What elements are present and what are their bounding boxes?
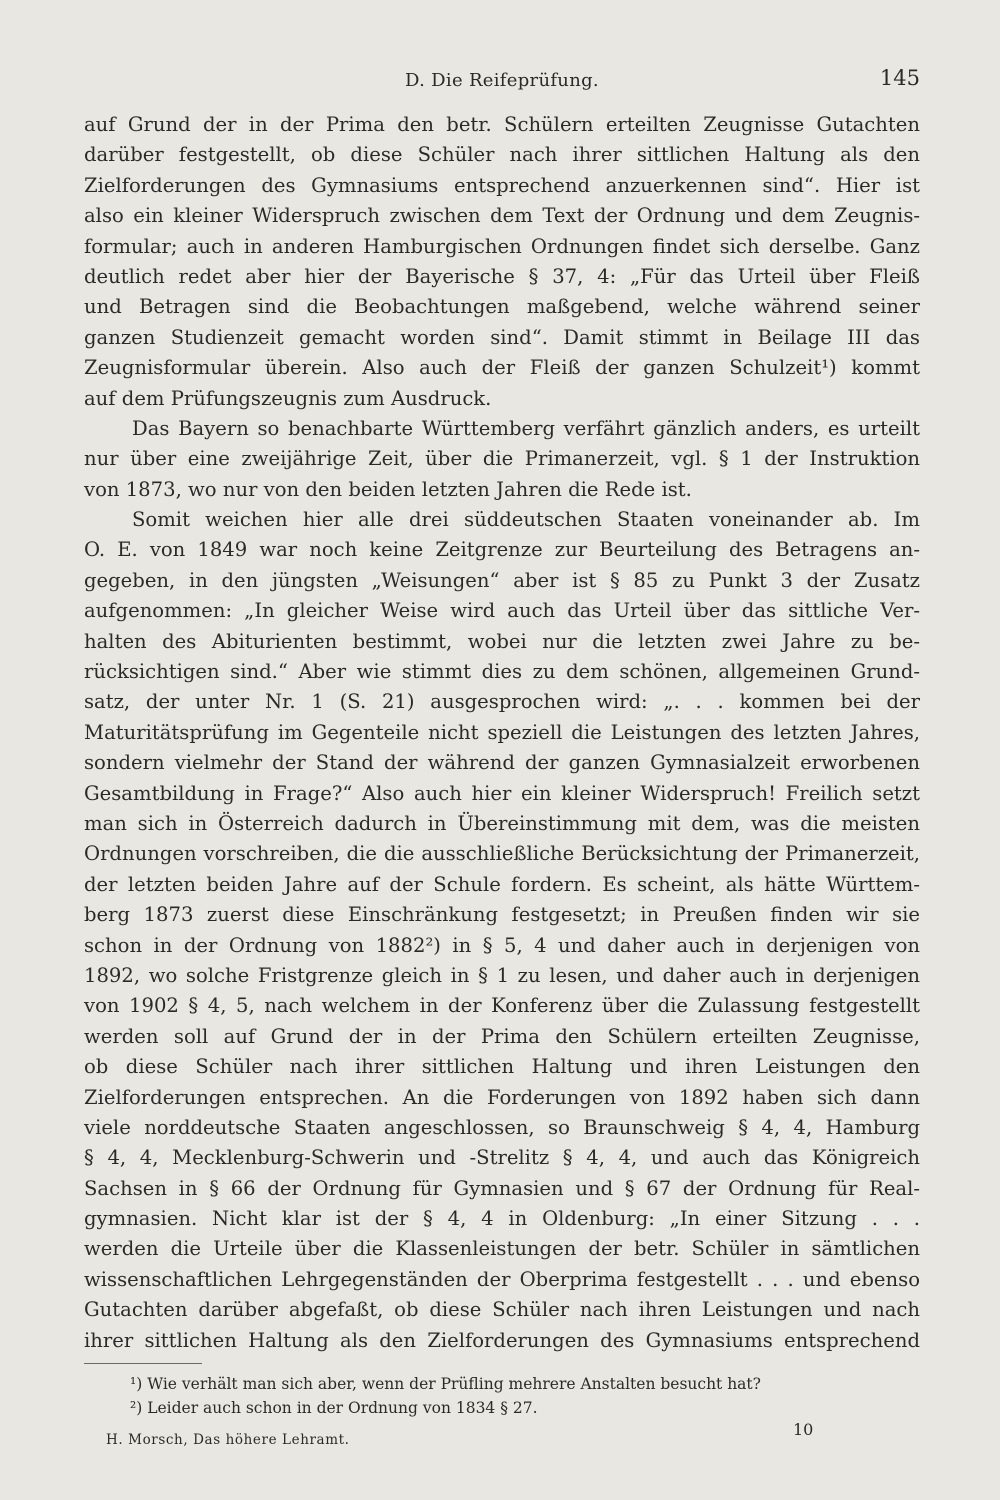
text-line: satz, der unter Nr. 1 (S. 21) ausgesprochen wird: „. . . kommen bei der (84, 690, 920, 714)
text-line: auf Grund der in der Prima den betr. Schülern erteilten Zeugnisse Gutachten (84, 113, 920, 136)
text-line: wissenschaftlichen Lehrgegenständen der Oberprima festgestellt . . . und ebenso (84, 1267, 920, 1291)
body-text (84, 110, 920, 1356)
footnote-rule (84, 1363, 202, 1364)
text-line: Zielforderungen entsprechen. An die Forderungen von 1892 haben sich dann (84, 1085, 920, 1109)
text-line: Sachsen in § 66 der Ordnung für Gymnasien und § 67 der Ordnung für Real- (84, 1176, 920, 1200)
text-line: werden soll auf Grund der in der Prima den Schülern erteilten Zeugnisse, (84, 1024, 920, 1048)
text-line: sondern vielmehr der Stand der während der ganzen Gymnasialzeit erworbenen (84, 751, 920, 775)
text-line: gegeben, in den jüngsten „Weisungen“ aber ist § 85 zu Punkt 3 der Zusatz (84, 568, 920, 592)
text-line: Zeugnisformular überein. Also auch der Fleiß der ganzen Schulzeit¹) kommt (84, 356, 920, 380)
text-line: darüber festgestellt, ob diese Schüler nach ihrer sittlichen Haltung als den (84, 143, 920, 167)
text-line: und Betragen sind die Beobachtungen maßgebend, welche während seiner (84, 295, 920, 319)
text-line: gymnasien. Nicht klar ist der § 4, 4 in Oldenburg: „In einer Sitzung . . . (84, 1207, 920, 1231)
text-line: Zielforderungen des Gymnasiums entsprechend anzuerkennen sind“. Hier ist (84, 173, 920, 197)
text-line: Somit weichen hier alle drei süddeutschen Staaten voneinander ab. Im (132, 508, 920, 532)
running-head-title: D. Die Reifeprüfung. (405, 70, 599, 91)
text-line: von 1873, wo nur von den beiden letzten Jahren die Rede ist. (84, 477, 692, 501)
footnotes (130, 1372, 910, 1420)
text-line: also ein kleiner Widerspruch zwischen dem Text der Ordnung und dem Zeugnis- (84, 204, 920, 228)
footnote-2: ²) Leider auch schon in der Ordnung von 1834 § 27. (130, 1399, 538, 1417)
text-line: ihrer sittlichen Haltung als den Zielforderungen des Gymnasiums entsprechend (84, 1328, 920, 1352)
text-line: von 1902 § 4, 5, nach welchem in der Konferenz über die Zulassung festgestellt (84, 994, 920, 1018)
text-line: der letzten beiden Jahre auf der Schule fordern. Es scheint, als hätte Württem- (84, 872, 920, 896)
text-line: O. E. von 1849 war noch keine Zeitgrenze zur Beurteilung des Betragens an- (84, 538, 920, 562)
text-line: ganzen Studienzeit gemacht worden sind“. Damit stimmt in Beilage III das (84, 325, 920, 349)
text-line: ob diese Schüler nach ihrer sittlichen Haltung und ihren Leistungen den (84, 1055, 920, 1079)
text-line: Ordnungen vorschreiben, die die ausschließliche Berücksichtung der Primanerzeit, (84, 842, 920, 866)
text-line: viele norddeutsche Staaten angeschlossen, so Braunschweig § 4, 4, Hamburg (84, 1115, 920, 1139)
footnote-1: ¹) Wie verhält man sich aber, wenn der Prüfling mehrere Anstalten besucht hat? (130, 1375, 761, 1393)
text-line: formular; auch in anderen Hamburgischen Ordnungen findet sich derselbe. Ganz (84, 234, 920, 258)
text-line: Gesamtbildung in Frage?“ Also auch hier ein kleiner Widerspruch! Freilich setzt (84, 781, 920, 805)
text-line: deutlich redet aber hier der Bayerische § 37, 4: „Für das Urteil über Fleiß (84, 264, 920, 288)
text-line: halten des Abiturienten bestimmt, wobei nur die letzten zwei Jahre zu be- (84, 629, 920, 653)
text-line: § 4, 4, Mecklenburg-Schwerin und -Strelitz § 4, 4, und auch das Königreich (84, 1146, 920, 1170)
text-line: werden die Urteile über die Klassenleistungen der betr. Schüler in sämtlichen (84, 1237, 920, 1261)
text-line: schon in der Ordnung von 1882²) in § 5, 4 und daher auch in derjenigen von (84, 933, 920, 957)
text-line: man sich in Österreich dadurch in Übereinstimmung mit dem, was die meisten (84, 811, 920, 835)
text-line: Das Bayern so benachbarte Württemberg verfährt gänzlich anders, es urteilt (132, 416, 920, 440)
text-line: nur über eine zweijährige Zeit, über die Primanerzeit, vgl. § 1 der Instruktion (84, 447, 920, 471)
text-line: rücksichtigen sind.“ Aber wie stimmt dies zu dem schönen, allgemeinen Grund- (84, 660, 920, 684)
sheet-number: 10 (793, 1420, 814, 1439)
printer-signature: H. Morsch, Das höhere Lehramt. (106, 1432, 350, 1448)
text-line: berg 1873 zuerst diese Einschränkung festgesetzt; in Preußen finden wir sie (84, 903, 920, 927)
text-line: 1892, wo solche Fristgrenze gleich in § 1 zu lesen, und daher auch in derjenigen (84, 963, 920, 987)
running-head (84, 66, 920, 96)
text-line: auf dem Prüfungszeugnis zum Ausdruck. (84, 386, 492, 410)
page-number: 145 (879, 66, 920, 90)
text-line: aufgenommen: „In gleicher Weise wird auch das Urteil über das sittliche Ver- (84, 599, 920, 623)
text-line: Maturitätsprüfung im Gegenteile nicht speziell die Leistungen des letzten Jahres, (84, 720, 920, 744)
text-line: Gutachten darüber abgefaßt, ob diese Schüler nach ihren Leistungen und nach (84, 1298, 920, 1322)
